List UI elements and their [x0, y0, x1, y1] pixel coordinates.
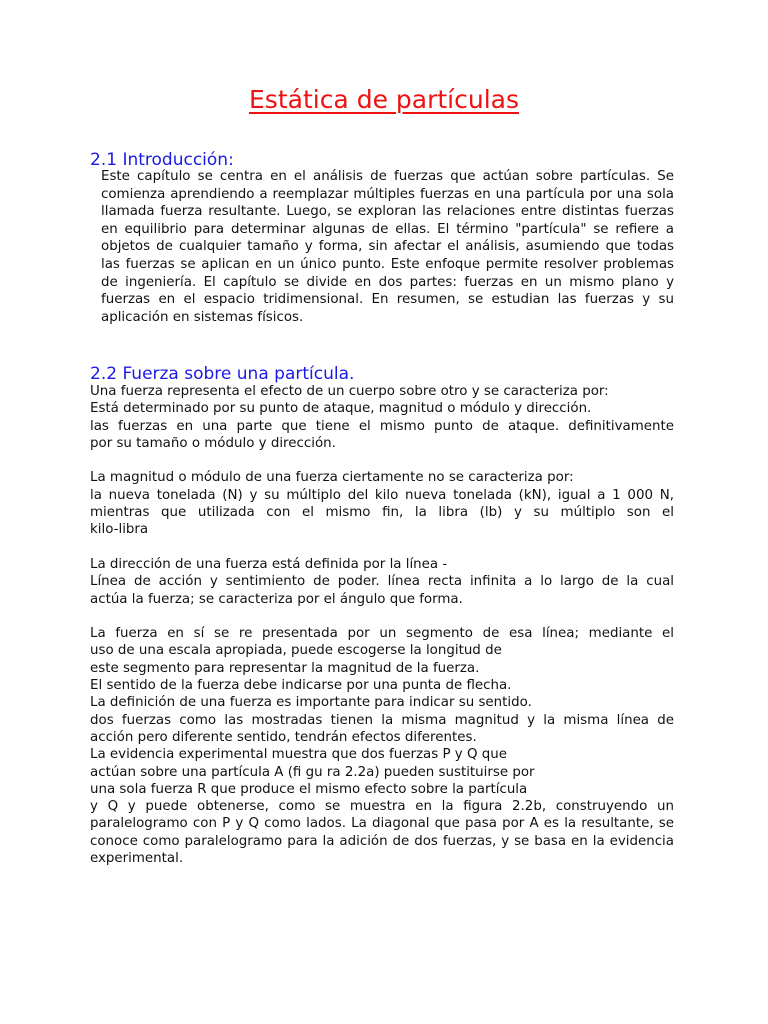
body-line: las fuerzas en una parte que tiene el mismo punto de ataque. definitivamente: [90, 418, 674, 434]
body-line: actúa la fuerza; se caracteriza por el ángulo que forma.: [90, 591, 463, 607]
body-line: actúan sobre una partícula A (fi gu ra 2.2a) pueden sustituirse por: [90, 764, 535, 780]
body-line: La definición de una fuerza es importante para indicar su sentido.: [90, 695, 532, 711]
paragraph-gap: [90, 608, 674, 625]
body-line: por su tamaño o módulo y dirección.: [90, 435, 336, 451]
body-line: La magnitud o módulo de una fuerza ciertamente no se caracteriza por:: [90, 470, 574, 486]
body-line: Una fuerza representa el efecto de un cuerpo sobre otro y se caracteriza por:: [90, 384, 609, 399]
paragraph-gap: [90, 452, 674, 469]
body-line: una sola fuerza R que produce el mismo efecto sobre la partícula: [90, 781, 528, 797]
body-line: kilo-libra: [90, 522, 149, 538]
body-line: La fuerza en sí se re presentada por un segmento de esa línea; mediante el: [90, 626, 674, 642]
body-line: este segmento para representar la magnitud de la fuerza.: [90, 660, 480, 676]
body-line: El sentido de la fuerza debe indicarse por una punta de flecha.: [90, 678, 512, 694]
section-heading-introduccion: 2.1 Introducción:: [90, 150, 234, 170]
document-title: Estática de partículas: [249, 85, 519, 114]
body-line: La dirección de una fuerza está definida por la línea -: [90, 556, 448, 572]
body-line: La evidencia experimental muestra que dos fuerzas P y Q que: [90, 747, 507, 763]
section-body-fuerza: [90, 383, 674, 867]
body-paragraph: y Q y puede obtenerse, como se muestra en la figura 2.2b, construyendo un paralelogramo con P y Q como lados. La diagonal que pasa por A es la resultante, se conoce como paralelogramo para la adición de dos fuerzas, y se basa en la evidencia experimental.: [90, 799, 674, 867]
intro-paragraph: Este capítulo se centra en el análisis de fuerzas que actúan sobre partículas. Se comienza aprendiendo a reemplazar múltiples fuerzas en una partícula por una sola llamada fuerza resultante. Luego, se exploran las relaciones entre distintas fuerzas en equilibrio para determinar algunas de ellas. El término "partícula" se refiere a objetos de cualquier tamaño y forma, sin afectar el análisis, asumiendo que todas las fuerzas se aplican en un único punto. Este enfoque permite resolver problemas de ingeniería. El capítulo se divide en dos partes: fuerzas en un mismo plano y fuerzas en el espacio tridimensional. En resumen, se estudian las fuerzas y su aplicación en sistemas físicos.: [101, 169, 674, 325]
paragraph-gap: [90, 539, 674, 556]
body-line: Línea de acción y sentimiento de poder. línea recta infinita a lo largo de la cual: [90, 574, 674, 590]
body-line: la nueva tonelada (N) y su múltiplo del kilo nueva tonelada (kN), igual a 1 000 N,: [90, 487, 674, 503]
body-line: Está determinado por su punto de ataque, magnitud o módulo y dirección.: [90, 401, 592, 417]
section-heading-fuerza: 2.2 Fuerza sobre una partícula.: [90, 364, 355, 384]
body-line: uso de una escala apropiada, puede escogerse la longitud de: [90, 643, 502, 659]
body-line: dos fuerzas como las mostradas tienen la misma magnitud y la misma línea de: [90, 712, 674, 728]
body-line: mientras que utilizada con el mismo fin, la libra (lb) y su múltiplo son el: [90, 505, 674, 521]
body-line: acción pero diferente sentido, tendrán efectos diferentes.: [90, 729, 477, 745]
